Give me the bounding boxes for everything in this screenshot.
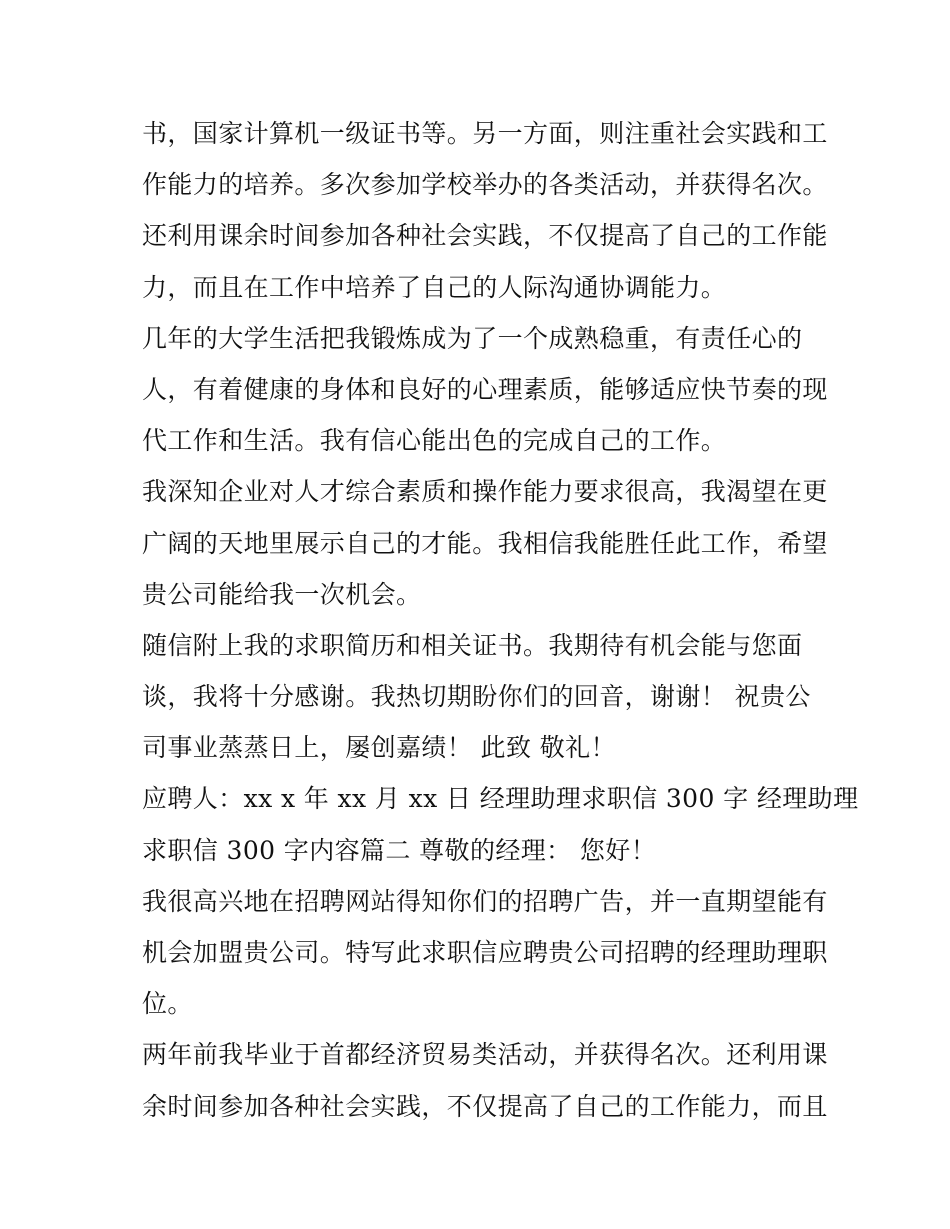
text-line: 贵公司能给我一次机会。 <box>142 579 422 609</box>
text-line: 几年的大学生活把我锻炼成为了一个成熟稳重，有责任心的 <box>142 323 803 353</box>
text-line: 我深知企业对人才综合素质和操作能力要求很高，我渴望在更 <box>142 477 828 507</box>
text-line: 书，国家计算机一级证书等。另一方面，则注重社会实践和工 <box>142 119 828 148</box>
text-line: 余时间参加各种社会实践，不仅提高了自己的工作能力，而且 <box>142 1091 828 1121</box>
text-line: 代工作和生活。我有信心能出色的完成自己的工作。 <box>142 426 727 456</box>
text-line: 两年前我毕业于首都经济贸易类活动，并获得名次。还利用课 <box>142 1040 828 1070</box>
text-line: 随信附上我的求职简历和相关证书。我期待有机会能与您面 <box>142 630 803 660</box>
text-line: 还利用课余时间参加各种社会实践，不仅提高了自己的工作能 <box>142 221 828 251</box>
text-line: 作能力的培养。多次参加学校举办的各类活动，并获得名次。 <box>142 170 828 200</box>
text-line: 谈，我将十分感谢。我热切期盼你们的回音，谢谢！ 祝贵公 <box>142 682 811 712</box>
text-line: 我很高兴地在招聘网站得知你们的招聘广告，并一直期望能有 <box>142 886 828 916</box>
text-line: 人，有着健康的身体和良好的心理素质，能够适应快节奏的现 <box>142 374 828 404</box>
text-line: 力，而且在工作中培养了自己的人际沟通协调能力。 <box>142 272 727 302</box>
text-line: 求职信 300 字内容篇二 尊敬的经理： 您好！ <box>142 835 657 865</box>
text-line: 司事业蒸蒸日上，屡创嘉绩！ 此致 敬礼！ <box>142 733 616 763</box>
text-line: 位。 <box>142 989 193 1019</box>
document-body <box>142 108 859 1132</box>
text-line: 机会加盟贵公司。特写此求职信应聘贵公司招聘的经理助理职 <box>142 938 828 967</box>
text-line: 广阔的天地里展示自己的才能。我相信我能胜任此工作，希望 <box>142 528 828 558</box>
text-line: 应聘人：xx x 年 xx 月 xx 日 经理助理求职信 300 字 经理助理 <box>142 784 859 814</box>
